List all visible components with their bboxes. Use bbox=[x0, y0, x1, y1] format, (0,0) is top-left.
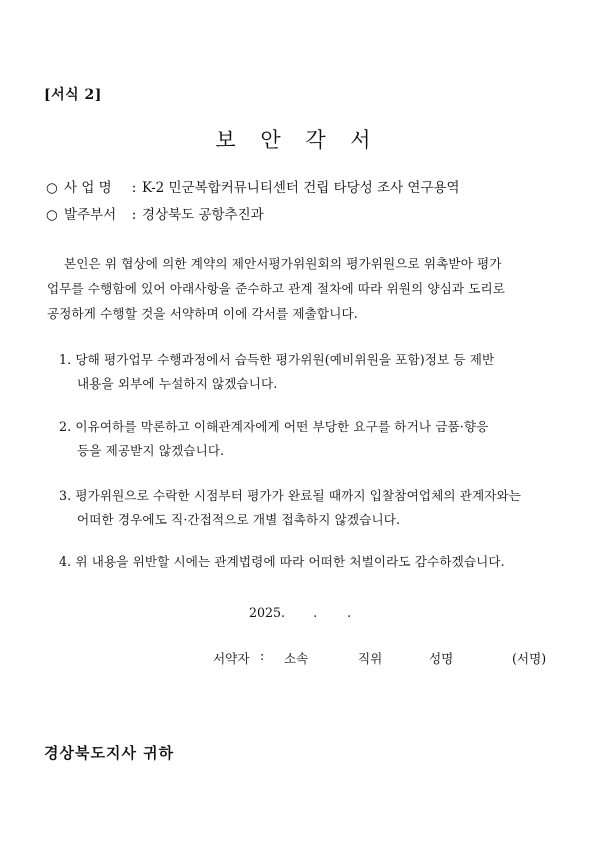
pledge-item-1: 1. 당해 평가업무 수행과정에서 습득한 평가위원(예비위원을 포함)정보 등 제반 bbox=[59, 352, 495, 367]
info-colon: : bbox=[131, 207, 137, 223]
signer-label: 서약자 bbox=[213, 651, 250, 666]
info-key: 발주부서 bbox=[64, 207, 117, 223]
document-title: 보 안 각 서 bbox=[215, 128, 380, 152]
circle-bullet-icon: ○ bbox=[46, 207, 58, 223]
intro-line: 공정하게 수행할 것을 서약하며 이에 각서를 제출합니다. bbox=[47, 306, 358, 321]
date-day-dot: . bbox=[347, 605, 352, 620]
name-label: 성명 bbox=[429, 651, 454, 666]
pledge-date bbox=[249, 605, 351, 620]
info-value: 경상북도 공항추진과 bbox=[142, 207, 264, 223]
info-row-project bbox=[46, 176, 460, 196]
signer-colon: : bbox=[260, 648, 265, 663]
date-year: 2025. bbox=[249, 605, 286, 620]
circle-bullet-icon: ○ bbox=[46, 180, 58, 196]
info-row-department bbox=[46, 203, 264, 223]
pledge-item-2-continued: 등을 제공받지 않겠습니다. bbox=[77, 443, 225, 458]
intro-line: 본인은 위 협상에 의한 계약의 제안서평가위원회의 평가위원으로 위촉받아 평가 bbox=[64, 256, 502, 271]
affiliation-label: 소속 bbox=[284, 651, 309, 666]
addressee: 경상북도지사 귀하 bbox=[44, 744, 175, 762]
date-month-dot: . bbox=[313, 605, 318, 620]
signature-seal: (서명) bbox=[512, 651, 547, 666]
intro-line: 업무를 수행함에 있어 아래사항을 준수하고 관계 절차에 따라 위원의 양심과 도리로 bbox=[47, 281, 506, 296]
pledge-item-3: 3. 평가위원으로 수락한 시점부터 평가가 완료될 때까지 입찰참여업체의 관계자와는 bbox=[59, 488, 522, 503]
info-key: 사 업 명 bbox=[64, 180, 112, 196]
position-label: 직위 bbox=[358, 651, 383, 666]
pledge-item-3-continued: 어떠한 경우에도 직·간접적으로 개별 접촉하지 않겠습니다. bbox=[77, 512, 401, 527]
info-value: K-2 민군복합커뮤니티센터 건립 타당성 조사 연구용역 bbox=[142, 180, 460, 196]
info-colon: : bbox=[131, 180, 137, 196]
pledge-item-4: 4. 위 내용을 위반할 시에는 관계법령에 따라 어떠한 처벌이라도 감수하겠습니다. bbox=[59, 554, 505, 569]
pledge-item-2: 2. 이유여하를 막론하고 이해관계자에게 어떤 부당한 요구를 하거나 금품·향응 bbox=[59, 419, 489, 434]
pledge-item-1-continued: 내용을 외부에 누설하지 않겠습니다. bbox=[77, 376, 278, 391]
form-label: [서식 2] bbox=[44, 87, 102, 103]
